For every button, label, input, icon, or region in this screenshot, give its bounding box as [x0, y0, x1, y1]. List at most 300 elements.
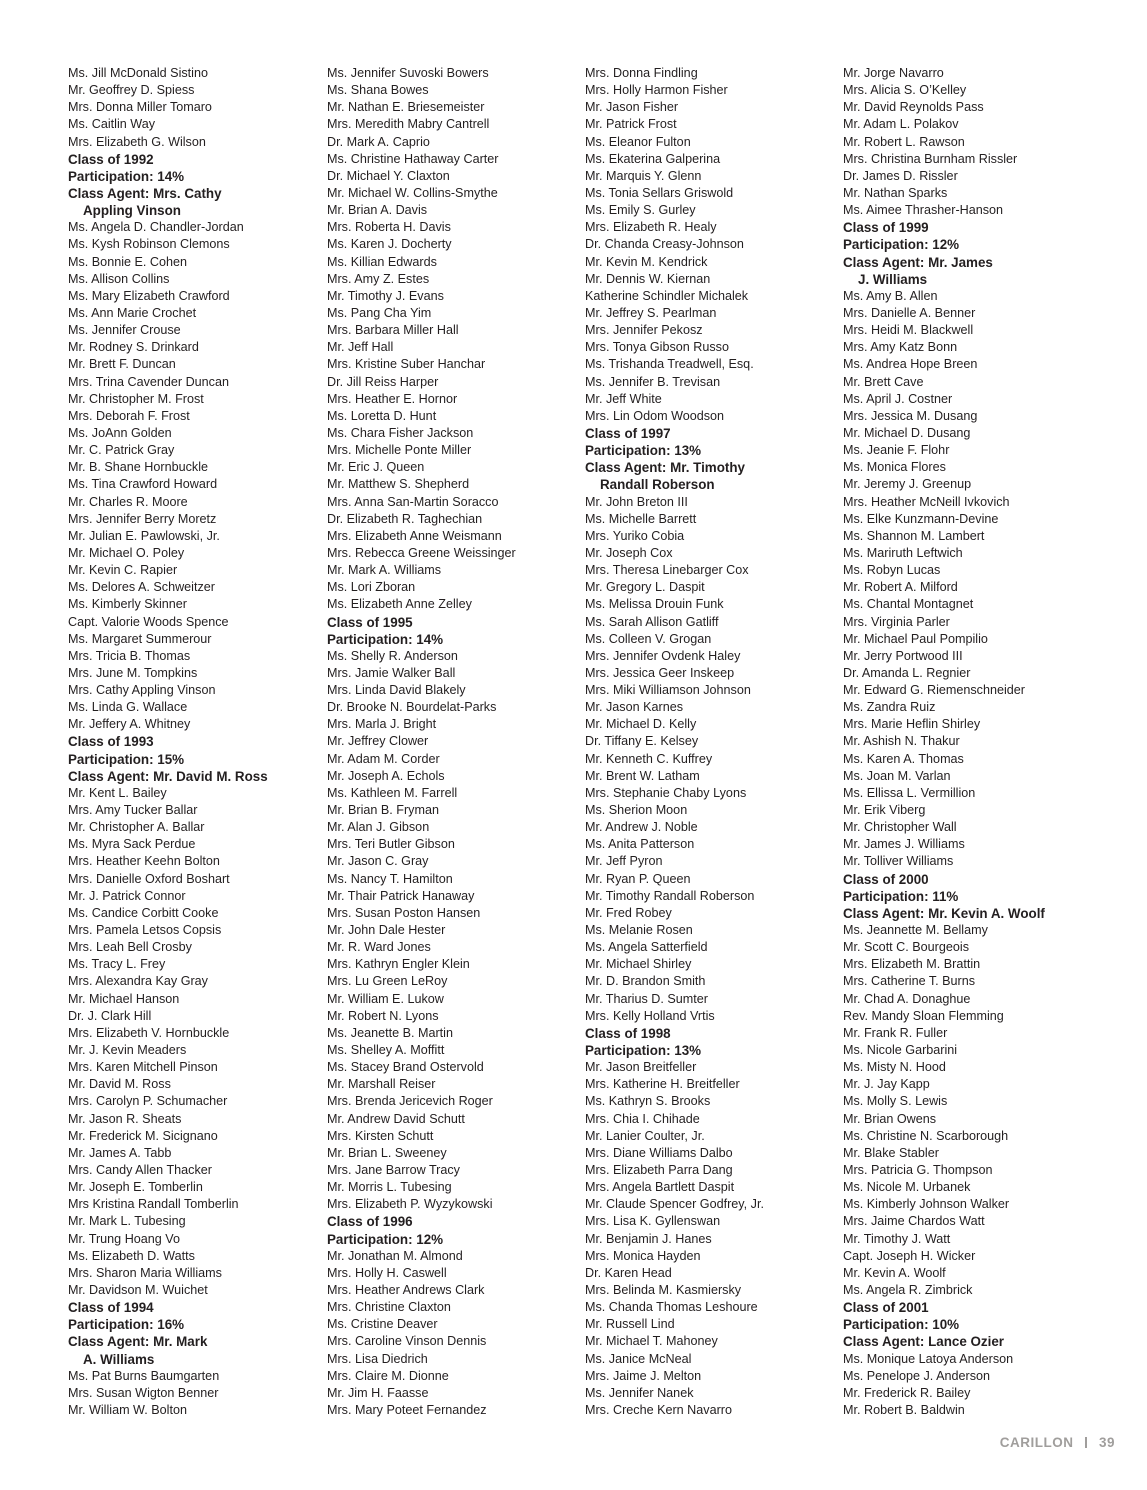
- donor-name: Ms. Elizabeth Anne Zelley: [327, 597, 472, 612]
- donor-name: Mr. Christopher Wall: [843, 820, 957, 835]
- donor-name: Mr. Gregory L. Daspit: [585, 580, 705, 595]
- class-heading: Participation: 10%: [843, 1317, 960, 1333]
- donor-name: Ms. Trishanda Treadwell, Esq.: [585, 357, 754, 372]
- donor-name: Ms. Christine N. Scarborough: [843, 1128, 1009, 1143]
- class-heading: Class of 2001: [843, 1300, 929, 1316]
- donor-name: Mrs. Heather McNeill Ivkovich: [843, 494, 1010, 509]
- donor-name: Mr. Michael D. Dusang: [843, 425, 971, 440]
- donor-name: Ms. Jeanie F. Flohr: [843, 443, 950, 458]
- donor-name: Mr. C. Patrick Gray: [68, 443, 175, 458]
- donor-name: Mr. James J. Williams: [843, 837, 965, 852]
- donor-name: Mrs. Candy Allen Thacker: [68, 1163, 212, 1177]
- donor-name: Ms. Bonnie E. Cohen: [68, 254, 188, 269]
- donor-name: Mr. Marquis Y. Glenn: [585, 168, 702, 183]
- donor-name: Mr. J. Patrick Connor: [68, 888, 186, 903]
- donor-name: Mrs. Donna Miller Tomaro: [68, 100, 212, 115]
- donor-name: Mr. Geoffrey D. Spiess: [68, 83, 195, 98]
- donor-name: Ms. Jennifer Suvoski Bowers: [327, 66, 489, 80]
- donor-name: Ms. Pang Cha Yim: [327, 305, 432, 320]
- donor-name: Ms. Angela D. Chandler-Jordan: [68, 220, 244, 235]
- donor-name: Mr. Adam M. Corder: [327, 751, 440, 766]
- donor-name: Mrs. Caroline Vinson Dennis: [327, 1334, 487, 1349]
- donor-name: Mrs. Elizabeth Parra Dang: [585, 1163, 733, 1177]
- donor-name: Mrs. Jessica Geer Inskeep: [585, 665, 735, 680]
- donor-name: Mrs. Barbara Miller Hall: [327, 323, 459, 338]
- donor-name: Mr. Fred Robey: [585, 905, 672, 920]
- donor-name: Dr. Amanda L. Regnier: [843, 665, 971, 680]
- donor-name: Mrs. Holly H. Caswell: [327, 1265, 447, 1280]
- donor-name: Ms. Elizabeth D. Watts: [68, 1248, 195, 1263]
- donor-name: Mrs. Jane Barrow Tracy: [327, 1163, 460, 1177]
- donor-name: Mr. Jason Breitfeller: [585, 1060, 697, 1075]
- donor-name: Mrs. Diane Williams Dalbo: [585, 1145, 733, 1160]
- donor-name: Mr. Jorge Navarro: [843, 66, 944, 80]
- donor-name: Ms. Sarah Allison Gatliff: [585, 614, 719, 629]
- donor-name: Ms. Penelope J. Anderson: [843, 1368, 991, 1383]
- donor-name: Mrs. Marla J. Bright: [327, 717, 437, 732]
- donor-name: Ms. Jeannette M. Bellamy: [843, 923, 988, 938]
- class-heading: Class Agent: Mrs. Cathy: [68, 185, 222, 201]
- donor-name: Mr. Frederick M. Sicignano: [68, 1128, 218, 1143]
- donor-name: Ms. Ekaterina Galperina: [585, 151, 721, 166]
- donor-name: Ms. Kathryn S. Brooks: [585, 1094, 711, 1109]
- donor-name: Mr. Jeffrey S. Pearlman: [585, 305, 717, 320]
- donor-name: Mrs. Claire M. Dionne: [327, 1368, 449, 1383]
- donor-name: Mrs. Lu Green LeRoy: [327, 974, 448, 989]
- donor-name: Mrs. Jennifer Ovdenk Haley: [585, 648, 741, 663]
- donor-name: Dr. James D. Rissler: [843, 168, 958, 183]
- donor-name: Ms. Tracy L. Frey: [68, 957, 166, 972]
- donor-name: Mrs. Marie Heflin Shirley: [843, 717, 981, 732]
- class-heading: Participation: 13%: [585, 443, 702, 459]
- donor-name: Mr. David M. Ross: [68, 1077, 171, 1092]
- donor-name: Mr. Alan J. Gibson: [327, 820, 430, 835]
- donor-name: Mr. Michael Hanson: [68, 991, 180, 1006]
- donor-name: Mrs. Trina Cavender Duncan: [68, 374, 229, 389]
- donor-name: Ms. Lori Zboran: [327, 580, 416, 595]
- page-footer: [1000, 1435, 1115, 1450]
- class-heading: Participation: 14%: [327, 631, 444, 647]
- donor-name: Ms. Cristine Deaver: [327, 1317, 438, 1332]
- donor-name: Mrs. Sharon Maria Williams: [68, 1265, 222, 1280]
- donor-name: Ms. Killian Edwards: [327, 254, 437, 269]
- donor-name: Mrs. Meredith Mabry Cantrell: [327, 117, 490, 132]
- class-heading: Participation: 12%: [327, 1231, 444, 1247]
- donor-name: Mrs. Mary Poteet Fernandez: [327, 1402, 487, 1417]
- donor-name: Mrs. Elizabeth V. Hornbuckle: [68, 1025, 230, 1040]
- donor-name: Mr. Joseph A. Echols: [327, 768, 445, 783]
- donor-name: Mr. Robert A. Milford: [843, 580, 958, 595]
- donor-name: Mr. Michael T. Mahoney: [585, 1334, 718, 1349]
- donor-name: Mr. Mark A. Williams: [327, 563, 442, 578]
- donor-name: Mrs. Jennifer Berry Moretz: [68, 511, 217, 526]
- donor-name: Mr. J. Jay Kapp: [843, 1077, 930, 1092]
- donor-name: Ms. Janice McNeal: [585, 1351, 692, 1366]
- donor-name: Mrs. Amy Tucker Ballar: [68, 803, 198, 818]
- donor-name: Mrs. Kirsten Schutt: [327, 1128, 434, 1143]
- donor-name: Mr. John Breton III: [585, 494, 688, 509]
- donor-name: Mr. B. Shane Hornbuckle: [68, 460, 209, 475]
- donor-name: Mrs. Susan Wigton Benner: [68, 1385, 219, 1400]
- donor-name: Ms. Chanda Thomas Leshoure: [585, 1300, 758, 1315]
- donor-name: Ms. Shelley A. Moffitt: [327, 1043, 445, 1058]
- donor-name: Ms. Caitlin Way: [68, 117, 155, 132]
- donor-name: Mr. Kevin M. Kendrick: [585, 254, 708, 269]
- donor-name: Mrs. Deborah F. Frost: [68, 408, 190, 423]
- donor-name: Mr. Kevin A. Woolf: [843, 1265, 946, 1280]
- donor-name: Ms. Jennifer B. Trevisan: [585, 374, 721, 389]
- class-heading: Participation: 13%: [585, 1043, 702, 1059]
- donor-name: Ms. Molly S. Lewis: [843, 1094, 948, 1109]
- donor-name: Ms. Eleanor Fulton: [585, 134, 691, 149]
- donor-name: Mrs. Rebecca Greene Weissinger: [327, 545, 516, 560]
- donor-name: Mr. Edward G. Riemenschneider: [843, 683, 1025, 698]
- column-3: [585, 65, 835, 1419]
- donor-name: Mr. Thair Patrick Hanaway: [327, 888, 475, 903]
- donor-name: Mr. Jason Fisher: [585, 100, 679, 115]
- donor-name: Ms. Mariruth Leftwich: [843, 545, 963, 560]
- donor-name: Ms. Sherion Moon: [585, 803, 688, 818]
- donor-name: Mr. Brian Owens: [843, 1111, 937, 1126]
- donor-name: Mrs. Anna San-Martin Soracco: [327, 494, 499, 509]
- column-1: [68, 65, 318, 1419]
- donor-name: Mr. Michael D. Kelly: [585, 717, 697, 732]
- donor-name: Mr. David Reynolds Pass: [843, 100, 984, 115]
- donor-name: Mr. Kenneth C. Kuffrey: [585, 751, 713, 766]
- donor-name: Mr. Brian B. Fryman: [327, 803, 439, 818]
- donor-name: Mr. Frederick R. Bailey: [843, 1385, 971, 1400]
- donor-name: Ms. Monique Latoya Anderson: [843, 1351, 1014, 1366]
- class-heading: Class Agent: Mr. David M. Ross: [68, 768, 268, 784]
- donor-name: Mr. Michael Paul Pompilio: [843, 631, 988, 646]
- donor-name: Mrs. Amy Z. Estes: [327, 271, 430, 286]
- class-heading: Participation: 16%: [68, 1317, 185, 1333]
- footer-separator: [1085, 1437, 1087, 1448]
- donor-name: Mrs. Catherine T. Burns: [843, 974, 976, 989]
- donor-name: Mrs. Elizabeth G. Wilson: [68, 134, 206, 149]
- donor-name: Mr. Jeffery A. Whitney: [68, 717, 191, 732]
- donor-name: Mrs. Kelly Holland Vrtis: [585, 1008, 715, 1023]
- donor-name: Mrs. Amy Katz Bonn: [843, 340, 958, 355]
- donor-name: Mr. Jeff White: [585, 391, 662, 406]
- donor-name: Mr. Michael W. Collins-Smythe: [327, 185, 498, 200]
- donor-name: Ms. Pat Burns Baumgarten: [68, 1368, 220, 1383]
- donor-name: Ms. Emily S. Gurley: [585, 203, 696, 218]
- class-heading: Class Agent: Mr. James: [843, 254, 993, 270]
- donor-name: Mr. Davidson M. Wuichet: [68, 1282, 208, 1297]
- page-number: 39: [1098, 1435, 1115, 1450]
- donor-name: Ms. Mary Elizabeth Crawford: [68, 288, 230, 303]
- donor-name: Ms. Christine Hathaway Carter: [327, 151, 499, 166]
- donor-name: Mrs. June M. Tompkins: [68, 665, 198, 680]
- donor-name: Rev. Mandy Sloan Flemming: [843, 1008, 1004, 1023]
- donor-name: Mrs. Monica Hayden: [585, 1248, 701, 1263]
- class-heading: A. Williams: [83, 1351, 155, 1367]
- donor-name: Mr. Morris L. Tubesing: [327, 1180, 452, 1195]
- donor-name: Mr. Lanier Coulter, Jr.: [585, 1128, 705, 1143]
- donor-name: Mr. Jason Karnes: [585, 700, 683, 715]
- donor-name: Mrs. Jaime J. Melton: [585, 1368, 702, 1383]
- donor-name: Mr. Nathan Sparks: [843, 185, 948, 200]
- donor-name: Mr. William E. Lukow: [327, 991, 444, 1006]
- donor-name: Ms. Chantal Montagnet: [843, 597, 974, 612]
- donor-name: Mrs. Belinda M. Kasmiersky: [585, 1282, 742, 1297]
- donor-name: Mr. Brian A. Davis: [327, 203, 428, 218]
- donor-name: Mr. Matthew S. Shepherd: [327, 477, 470, 492]
- donor-name: Mrs. Alexandra Kay Gray: [68, 974, 208, 989]
- donor-name: Ms. Shannon M. Lambert: [843, 528, 985, 543]
- donor-name: Mr. Adam L. Polakov: [843, 117, 959, 132]
- donor-name: Mr. Blake Stabler: [843, 1145, 939, 1160]
- donor-name: Mrs. Karen Mitchell Pinson: [68, 1060, 218, 1075]
- donor-name: Ms. Allison Collins: [68, 271, 170, 286]
- donor-name: Mr. Jim H. Faasse: [327, 1385, 429, 1400]
- donor-name: Dr. Tiffany E. Kelsey: [585, 734, 699, 749]
- class-heading: Participation: 11%: [843, 888, 959, 904]
- class-heading: Randall Roberson: [600, 477, 715, 493]
- donor-name: Ms. Kimberly Skinner: [68, 597, 187, 612]
- donor-name: Ms. Jill McDonald Sistino: [68, 66, 208, 80]
- donor-name: Mrs. Heidi M. Blackwell: [843, 323, 974, 338]
- donor-name: Mrs. Teri Butler Gibson: [327, 837, 455, 852]
- donor-name: Mrs. Virginia Parler: [843, 614, 950, 629]
- donor-name: Ms. Shelly R. Anderson: [327, 648, 458, 663]
- donor-name: Mr. Eric J. Queen: [327, 460, 425, 475]
- donor-name: Mr. Marshall Reiser: [327, 1077, 436, 1092]
- donor-name: Ms. Joan M. Varlan: [843, 768, 951, 783]
- donor-name: Mr. Joseph E. Tomberlin: [68, 1180, 203, 1195]
- donor-name: Mrs. Jaime Chardos Watt: [843, 1214, 985, 1229]
- donor-name: Mr. Ashish N. Thakur: [843, 734, 960, 749]
- donor-name: Ms. Michelle Barrett: [585, 511, 697, 526]
- donor-name: Ms. Kimberly Johnson Walker: [843, 1197, 1010, 1212]
- class-heading: Class of 1995: [327, 614, 413, 630]
- donor-name: Ms. Tina Crawford Howard: [68, 477, 218, 492]
- donor-name: Ms. Misty N. Hood: [843, 1060, 946, 1075]
- donor-name: Mr. Mark L. Tubesing: [68, 1214, 186, 1229]
- donor-name: Mrs. Roberta H. Davis: [327, 220, 451, 235]
- donor-name: Mrs. Yuriko Cobia: [585, 528, 685, 543]
- donor-name: Ms. Aimee Thrasher-Hanson: [843, 203, 1004, 218]
- donor-name: Capt. Joseph H. Wicker: [843, 1248, 976, 1263]
- donor-name: Ms. Robyn Lucas: [843, 563, 941, 578]
- donor-name: Mr. Brett F. Duncan: [68, 357, 176, 372]
- donor-name: Mr. Tharius D. Sumter: [585, 991, 708, 1006]
- donor-name: Mr. J. Kevin Meaders: [68, 1043, 187, 1058]
- donor-name: Ms. Chara Fisher Jackson: [327, 425, 474, 440]
- donor-name: Katherine Schindler Michalek: [585, 288, 749, 303]
- donor-name: Ms. Anita Patterson: [585, 837, 695, 852]
- donor-name: Mr. Benjamin J. Hanes: [585, 1231, 712, 1246]
- donor-name: Dr. Mark A. Caprio: [327, 134, 430, 149]
- donor-name: Mr. Jerry Portwood III: [843, 648, 963, 663]
- donor-name: Mr. Patrick Frost: [585, 117, 677, 132]
- class-heading: Participation: 15%: [68, 751, 185, 767]
- class-heading: Class of 1992: [68, 151, 154, 167]
- donor-name: Mr. Jeff Hall: [327, 340, 394, 355]
- donor-name: Mr. Andrew David Schutt: [327, 1111, 465, 1126]
- donor-name: Mr. Robert N. Lyons: [327, 1008, 439, 1023]
- donor-name: Mrs. Heather E. Hornor: [327, 391, 458, 406]
- donor-name: Mrs. Christina Burnham Rissler: [843, 151, 1018, 166]
- donor-name: Mrs. Alicia S. O’Kelley: [843, 83, 967, 98]
- donor-name: Mr. Rodney S. Drinkard: [68, 340, 199, 355]
- donor-name: Mrs. Chia I. Chihade: [585, 1111, 700, 1126]
- donor-name: Mrs. Stephanie Chaby Lyons: [585, 785, 747, 800]
- class-heading: Class of 1996: [327, 1214, 413, 1230]
- donor-name: Mr. Christopher M. Frost: [68, 391, 204, 406]
- donor-name: Mrs. Tricia B. Thomas: [68, 648, 191, 663]
- donor-name: Ms. Shana Bowes: [327, 83, 429, 98]
- donor-name: Mr. Christopher A. Ballar: [68, 820, 205, 835]
- donor-name: Mr. Andrew J. Noble: [585, 820, 698, 835]
- donor-name: Mr. Timothy J. Watt: [843, 1231, 951, 1246]
- donor-name: Mr. Charles R. Moore: [68, 494, 188, 509]
- donor-name: Mr. John Dale Hester: [327, 923, 446, 938]
- donor-name: Mr. Frank R. Fuller: [843, 1025, 948, 1040]
- donor-name: Mrs. Leah Bell Crosby: [68, 940, 192, 955]
- donor-name: Ms. Jennifer Crouse: [68, 323, 181, 338]
- donor-name: Mr. Trung Hoang Vo: [68, 1231, 181, 1246]
- donor-name: Mr. Russell Lind: [585, 1317, 675, 1332]
- donor-name: Mrs. Cathy Appling Vinson: [68, 683, 216, 698]
- donor-name: Mrs. Katherine H. Breitfeller: [585, 1077, 740, 1092]
- class-heading: Class Agent: Mr. Timothy: [585, 460, 745, 476]
- donor-name: Mrs. Lin Odom Woodson: [585, 408, 725, 423]
- donor-name: Mr. Brett Cave: [843, 374, 924, 389]
- donor-name: Mrs. Miki Williamson Johnson: [585, 683, 751, 698]
- donor-name: Dr. Chanda Creasy-Johnson: [585, 237, 744, 252]
- donor-name: Mr. James A. Tabb: [68, 1145, 172, 1160]
- class-heading: Class Agent: Mr. Kevin A. Woolf: [843, 905, 1045, 921]
- donor-name: Mr. Erik Viberg: [843, 803, 926, 818]
- donor-name: Mr. Tolliver Williams: [843, 854, 954, 869]
- donor-name: Mr. Jeremy J. Greenup: [843, 477, 972, 492]
- donor-name: Mrs. Heather Keehn Bolton: [68, 854, 220, 869]
- donor-name: Ms. Melanie Rosen: [585, 923, 693, 938]
- donor-name: Mrs. Elizabeth P. Wyzykowski: [327, 1197, 493, 1212]
- donor-name: Mr. Timothy J. Evans: [327, 288, 444, 303]
- donor-name: Mr. Kent L. Bailey: [68, 785, 167, 800]
- donor-name: Mr. D. Brandon Smith: [585, 974, 706, 989]
- class-heading: Class of 2000: [843, 871, 929, 887]
- donor-name: Ms. Andrea Hope Breen: [843, 357, 978, 372]
- donor-name: Mr. Ryan P. Queen: [585, 871, 691, 886]
- donor-name: Dr. Michael Y. Claxton: [327, 168, 450, 183]
- donor-name: Mrs. Donna Findling: [585, 66, 698, 80]
- donor-name: Mr. Robert B. Baldwin: [843, 1402, 965, 1417]
- donor-name: Mrs. Lisa K. Gyllenswan: [585, 1214, 721, 1229]
- donor-name: Mrs Kristina Randall Tomberlin: [68, 1197, 239, 1212]
- donor-name: Ms. Kysh Robinson Clemons: [68, 237, 230, 252]
- donor-name: Mr. Brent W. Latham: [585, 768, 700, 783]
- donor-name: Mr. Jonathan M. Almond: [327, 1248, 463, 1263]
- donor-name: Ms. Ann Marie Crochet: [68, 305, 197, 320]
- donor-name: Mr. Jeffrey Clower: [327, 734, 429, 749]
- donor-name: Mr. Michael O. Poley: [68, 545, 185, 560]
- donor-name: Mrs. Brenda Jericevich Roger: [327, 1094, 493, 1109]
- donor-name: Mrs. Lisa Diedrich: [327, 1351, 428, 1366]
- class-heading: Class of 1999: [843, 220, 929, 236]
- donor-name: Mrs. Elizabeth R. Healy: [585, 220, 717, 235]
- donor-name: Ms. JoAnn Golden: [68, 425, 172, 440]
- donor-name: Mr. Jason R. Sheats: [68, 1111, 182, 1126]
- class-heading: Class of 1994: [68, 1300, 154, 1316]
- class-heading: Class Agent: Lance Ozier: [843, 1334, 1004, 1350]
- donor-name: Mrs. Angela Bartlett Daspit: [585, 1180, 735, 1195]
- donor-name: Mrs. Christine Claxton: [327, 1300, 451, 1315]
- donor-name: Dr. Brooke N. Bourdelat-Parks: [327, 700, 497, 715]
- class-heading: Class of 1998: [585, 1025, 671, 1041]
- donor-name: Mrs. Theresa Linebarger Cox: [585, 563, 749, 578]
- donor-name: Mrs. Kathryn Engler Klein: [327, 957, 470, 972]
- donor-name: Mr. Kevin C. Rapier: [68, 563, 178, 578]
- donor-name: Ms. Jeanette B. Martin: [327, 1025, 453, 1040]
- donor-name: Mr. Jeff Pyron: [585, 854, 663, 869]
- column-2: [327, 65, 577, 1419]
- donor-name: Dr. Elizabeth R. Taghechian: [327, 511, 483, 526]
- donor-name: Dr. J. Clark Hill: [68, 1008, 152, 1023]
- class-heading: Class of 1997: [585, 425, 671, 441]
- donor-name: Ms. Melissa Drouin Funk: [585, 597, 724, 612]
- donor-name: Ms. Margaret Summerour: [68, 631, 212, 646]
- donor-name: Mrs. Danielle A. Benner: [843, 305, 976, 320]
- donor-name: Ms. Candice Corbitt Cooke: [68, 905, 219, 920]
- donor-name: Ms. Amy B. Allen: [843, 288, 938, 303]
- donor-name: Mrs. Tonya Gibson Russo: [585, 340, 729, 355]
- donor-name: Mrs. Elizabeth M. Brattin: [843, 957, 981, 972]
- donor-name: Mrs. Danielle Oxford Boshart: [68, 871, 230, 886]
- donor-name: Capt. Valorie Woods Spence: [68, 614, 229, 629]
- donor-name: Mrs. Holly Harmon Fisher: [585, 83, 728, 98]
- donor-name: Mrs. Michelle Ponte Miller: [327, 443, 472, 458]
- class-heading: Participation: 14%: [68, 168, 185, 184]
- publication-name: CARILLON: [999, 1435, 1074, 1450]
- donor-name: Ms. Loretta D. Hunt: [327, 408, 437, 423]
- donor-name: Ms. Stacey Brand Ostervold: [327, 1060, 484, 1075]
- donor-name: Ms. Kathleen M. Farrell: [327, 785, 458, 800]
- donor-name: Mrs. Patricia G. Thompson: [843, 1163, 993, 1177]
- donor-name: Ms. April J. Costner: [843, 391, 953, 406]
- donor-name: Mrs. Susan Poston Hansen: [327, 905, 481, 920]
- donor-name: Ms. Colleen V. Grogan: [585, 631, 712, 646]
- donor-name: Mrs. Carolyn P. Schumacher: [68, 1094, 228, 1109]
- class-heading: Participation: 12%: [843, 237, 960, 253]
- donor-name: Dr. Karen Head: [585, 1265, 672, 1280]
- class-heading: Class Agent: Mr. Mark: [68, 1334, 208, 1350]
- donor-name: Mr. R. Ward Jones: [327, 940, 431, 955]
- donor-name: Mr. Timothy Randall Roberson: [585, 888, 755, 903]
- donor-name: Ms. Zandra Ruiz: [843, 700, 936, 715]
- donor-name: Mrs. Jennifer Pekosz: [585, 323, 703, 338]
- donor-name: Mr. Michael Shirley: [585, 957, 692, 972]
- donor-name: Ms. Elke Kunzmann-Devine: [843, 511, 999, 526]
- donor-name: Ms. Monica Flores: [843, 460, 946, 475]
- donor-name: Ms. Myra Sack Perdue: [68, 837, 196, 852]
- class-heading: Appling Vinson: [83, 203, 181, 219]
- donor-name: Mr. Joseph Cox: [585, 545, 673, 560]
- donor-name: Ms. Linda G. Wallace: [68, 700, 188, 715]
- donor-name: Mrs. Pamela Letsos Copsis: [68, 923, 222, 938]
- donor-name: Ms. Angela R. Zimbrick: [843, 1282, 973, 1297]
- donor-name: Ms. Nancy T. Hamilton: [327, 871, 453, 886]
- donor-name: Mr. Claude Spencer Godfrey, Jr.: [585, 1197, 764, 1212]
- donor-name: Mr. Jason C. Gray: [327, 854, 429, 869]
- donor-name: Mrs. Jessica M. Dusang: [843, 408, 978, 423]
- column-4: [843, 65, 1093, 1419]
- donor-name: Ms. Angela Satterfield: [585, 940, 708, 955]
- donor-name: Mr. Brian L. Sweeney: [327, 1145, 447, 1160]
